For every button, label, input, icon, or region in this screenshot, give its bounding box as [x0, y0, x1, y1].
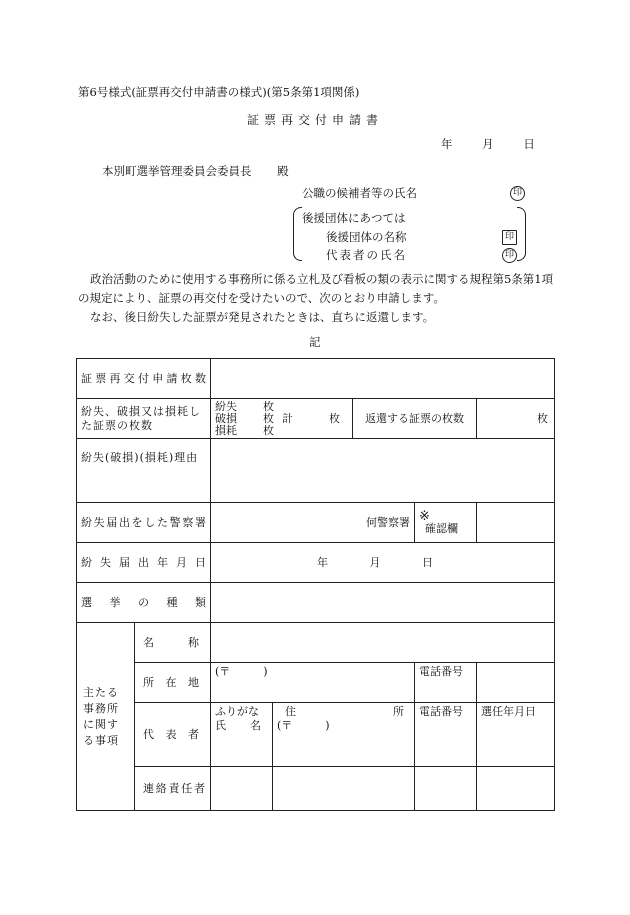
application-date [441, 136, 535, 152]
table-row [77, 359, 555, 399]
contact-phone-field[interactable] [415, 767, 477, 811]
loss-reason-field[interactable] [211, 439, 555, 503]
group-name-label: 後援団体の名称 [326, 230, 407, 244]
confirmation-field[interactable] [477, 503, 555, 543]
office-matters-label: 主たる事務所に関する事項 [83, 685, 119, 747]
full-name-label: 氏名 [215, 719, 261, 732]
bracket-left [293, 207, 302, 261]
loss-reason-label: 紛失(破損)(損耗)理由 [81, 451, 199, 464]
date-month: 月 [482, 137, 494, 151]
addressee [102, 163, 289, 179]
police-station-suffix: 何警察署 [366, 515, 410, 529]
election-type-field[interactable] [211, 583, 555, 623]
table-row [77, 439, 555, 503]
form-number: 第6号様式(証票再交付申請書の様式)(第5条第1項関係) [78, 85, 360, 99]
phone-label: 電話番号 [419, 665, 463, 678]
table-row [77, 767, 555, 811]
ki-heading: 記 [309, 335, 321, 349]
page-title: 証票再交付申請書 [246, 113, 383, 127]
lost-label: 紛失 [215, 399, 237, 413]
contact-furigana-field[interactable] [211, 767, 273, 811]
location-label: 所在地 [143, 675, 199, 689]
seal-icon: 印 [510, 186, 525, 201]
table-row [77, 399, 555, 439]
application-table [76, 358, 555, 811]
police-station-label: 紛失届出をした警察署 [81, 515, 206, 529]
seal-icon: 印 [502, 248, 517, 263]
contact-person-label: 連絡責任者 [143, 781, 205, 795]
date-day: 日 [523, 137, 535, 151]
table-row [77, 623, 555, 663]
candidate-name-label: 公職の候補者等の氏名 [302, 186, 417, 200]
contact-date-field[interactable] [477, 767, 555, 811]
address-label: 住所 [285, 705, 404, 718]
contact-address-field[interactable] [273, 767, 415, 811]
office-name-label: 名称 [143, 635, 199, 649]
office-phone-field[interactable] [477, 663, 555, 703]
report-month: 月 [369, 555, 381, 569]
seal-icon: 印 [502, 230, 517, 245]
table-row [77, 663, 555, 703]
total-label: 計 [282, 411, 293, 425]
sheet-unit: 枚 [263, 411, 274, 425]
reissue-count-field[interactable] [211, 359, 555, 399]
worn-label: 損耗 [215, 423, 237, 437]
return-count-unit: 枚 [537, 411, 548, 425]
report-date-label: 紛失届出年月日 [81, 555, 206, 569]
postal-code: (〒 ) [215, 665, 268, 678]
bracket-right [517, 207, 526, 261]
support-group-label: 後援団体にあつては [302, 211, 406, 225]
election-type-label: 選挙の種類 [81, 595, 206, 609]
return-statement: なお、後日紛失した証票が発見されたときは、直ちに返還します。 [90, 310, 435, 324]
table-row [77, 583, 555, 623]
damaged-label: 破損 [215, 411, 237, 425]
sheet-unit: 枚 [263, 399, 274, 413]
table-row [77, 703, 555, 767]
lost-damaged-count-label: 紛失、破損又は損耗した証票の枚数 [81, 404, 201, 432]
office-name-field[interactable] [211, 623, 555, 663]
report-year: 年 [317, 555, 328, 569]
appointed-date-label: 選任年月日 [481, 705, 536, 718]
postal-code: (〒 ) [277, 719, 330, 732]
report-day: 日 [422, 555, 433, 569]
furigana-label: ふりがな [215, 705, 259, 718]
table-row [77, 543, 555, 583]
return-count-label: 返還する証票の枚数 [365, 411, 464, 425]
sheet-unit: 枚 [329, 411, 340, 425]
reissue-count-label: 証票再交付申請枚数 [81, 371, 206, 385]
table-row [77, 503, 555, 543]
application-statement: 政治活動のために使用する事務所に係る立札及び看板の類の表示に関する規程第5条第1項の規定により、証票の再交付を受けたいので、次のとおり申請します。 [78, 272, 554, 305]
confirmation-label: 確認欄 [425, 521, 458, 535]
asterisk-mark: ※ [419, 508, 430, 524]
representative-label: 代表者 [143, 727, 199, 741]
phone-label: 電話番号 [419, 705, 463, 718]
addressee-suffix: 殿 [277, 164, 289, 178]
date-year: 年 [441, 137, 453, 151]
sheet-unit: 枚 [263, 423, 274, 437]
addressee-name: 本別町選挙管理委員会委員長 [102, 164, 252, 178]
representative-name-label: 代表者の氏名 [326, 248, 407, 262]
